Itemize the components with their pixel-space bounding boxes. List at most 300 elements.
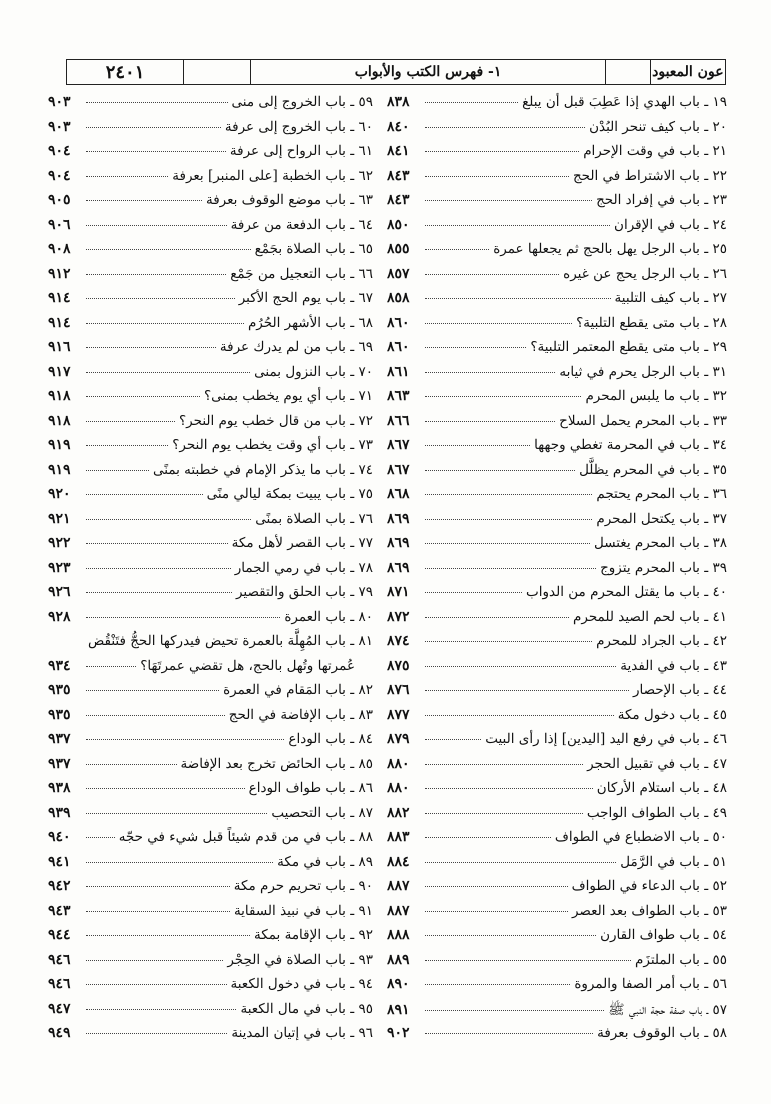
dot-leader [86, 1009, 236, 1010]
entry-title: ٢٥ ـ باب الرجل يهل بالحج ثم يجعلها عمرة [493, 241, 727, 257]
entry-page-number: ٩٢٠ [48, 486, 71, 502]
dot-leader [425, 225, 610, 226]
entry-page-number: ٩٠٣ [48, 118, 71, 135]
entry-page-number: ٨٧٥ [387, 657, 410, 674]
index-entry [48, 462, 373, 487]
index-entry [387, 192, 727, 217]
header-spacer [184, 60, 251, 84]
dot-leader [86, 911, 230, 912]
dot-leader [425, 470, 575, 471]
entry-page-number: ٨٤١ [387, 143, 410, 159]
dot-leader [425, 690, 629, 691]
entry-title: ٣٩ ـ باب المحرم يتزوج [600, 559, 727, 576]
entry-title: ٩٥ ـ باب في مال الكعبة [240, 1000, 373, 1017]
dot-leader [86, 445, 168, 446]
entry-title: ٥١ ـ باب في الرَّمَل [620, 853, 727, 870]
entry-title: ٨٠ ـ باب العمرة [284, 608, 373, 625]
entry-page-number: ٨٦٩ [387, 535, 410, 551]
dot-leader [86, 151, 226, 152]
index-entry [387, 560, 727, 585]
header-spacer [606, 60, 651, 84]
entry-page-number: ٩٤٣ [48, 902, 71, 919]
entry-page-number: ٩٤٢ [48, 878, 71, 894]
index-entry [48, 609, 373, 634]
entry-title: ٧٤ ـ باب ما يذكر الإمام في خطبته بمنًى [153, 461, 373, 478]
index-entry [48, 217, 373, 242]
entry-page-number: ٩٠٨ [48, 241, 71, 257]
index-entry [387, 413, 727, 438]
dot-leader [425, 886, 568, 887]
entry-title: ٨٩ ـ باب في مكة [277, 853, 373, 870]
index-entry [387, 388, 727, 413]
index-entry [48, 584, 373, 609]
dot-leader [425, 249, 489, 250]
index-entry [387, 829, 727, 854]
entry-title: ٧١ ـ باب أي يوم يخطب بمنى؟ [203, 388, 373, 404]
entry-title: ٢١ ـ باب في وقت الإحرام [583, 143, 727, 159]
entry-page-number: ٨٦٧ [387, 437, 410, 453]
entry-title: ٨٤ ـ باب الوداع [288, 731, 373, 747]
dot-leader [425, 543, 590, 544]
dot-leader [425, 1033, 593, 1034]
entry-title: ٩١ ـ باب في نبيذ السقاية [233, 902, 373, 919]
entry-page-number: ٨٨٠ [387, 755, 410, 772]
entry-title: ٨٣ ـ باب الإفاضة في الحج [228, 706, 373, 723]
index-entry [387, 952, 727, 977]
dot-leader [425, 323, 572, 324]
dot-leader [425, 347, 526, 348]
index-entry [48, 168, 373, 193]
index-entry [48, 437, 373, 462]
entry-title: ٤٢ ـ باب الجراد للمحرم [596, 633, 727, 649]
entry-page-number: ٩١٨ [48, 412, 71, 429]
index-entry [48, 315, 373, 340]
dot-leader [86, 200, 202, 201]
entry-page-number: ٨٦١ [387, 363, 410, 380]
entry-title: ٧٢ ـ باب من قال خطب يوم النحر؟ [178, 412, 373, 429]
index-entry [48, 339, 373, 364]
entry-page-number: ٨٦٩ [387, 510, 410, 527]
entry-page-number: ٨٩٠ [387, 976, 410, 992]
dot-leader [425, 568, 596, 569]
dot-leader [425, 127, 585, 128]
entry-page-number: ٨٧١ [387, 584, 410, 600]
dot-leader [86, 568, 231, 569]
entry-title: ٣٣ ـ باب المحرم يحمل السلاح [559, 412, 727, 429]
dot-leader [425, 641, 592, 642]
dot-leader [425, 102, 518, 103]
index-entry [48, 878, 373, 903]
entry-page-number: ٩١٩ [48, 461, 71, 478]
entry-title: ٩٤ ـ باب في دخول الكعبة [230, 976, 373, 992]
index-entry [48, 1001, 373, 1026]
index-entry [387, 1025, 727, 1050]
page-header [66, 59, 726, 85]
index-entry [48, 192, 373, 217]
entry-page-number: ٩٣٤ [48, 657, 71, 674]
index-entry [48, 266, 373, 291]
index-entry [48, 388, 373, 413]
entry-title: ٧٨ ـ باب في رمي الجمار [234, 559, 373, 576]
dot-leader [86, 323, 244, 324]
entry-title: ٨٥ ـ باب الحائض تخرج بعد الإفاضة [180, 755, 373, 772]
entry-title: ٤٥ ـ باب دخول مكة [617, 706, 727, 723]
dot-leader [425, 617, 569, 618]
entry-title: ٥٦ ـ باب أمر الصفا والمروة [574, 976, 727, 992]
left-column [48, 94, 373, 1050]
entry-page-number: ٨٨٨ [387, 927, 410, 943]
entry-page-number: ٩٤٠ [48, 829, 71, 845]
entry-page-number: ٩١٩ [48, 437, 71, 453]
dot-leader [86, 715, 225, 716]
dot-leader [86, 984, 227, 985]
entry-title: ٣٤ ـ باب في المحرمة تغطي وجهها [534, 437, 727, 453]
dot-leader [425, 494, 592, 495]
entry-title: ٣١ ـ باب الرجل يحرم في ثيابه [559, 363, 727, 380]
entry-page-number: ٨٦٨ [387, 486, 410, 502]
entry-title: ٤١ ـ باب لحم الصيد للمحرم [573, 608, 727, 625]
entry-page-number: ٩٣٥ [48, 706, 71, 723]
entry-title: ٧٦ ـ باب الصلاة بمنًى [255, 510, 373, 527]
entry-page-number: ٨٦٩ [387, 559, 410, 576]
index-entry [48, 364, 373, 389]
entry-page-number: ٨٥٨ [387, 290, 410, 306]
dot-leader [86, 347, 216, 348]
entry-page-number: ٨٦٧ [387, 461, 410, 478]
index-entry [48, 805, 373, 830]
entry-page-number: ٩١٤ [48, 314, 71, 331]
entry-title: ٦٣ ـ باب موضع الوقوف بعرفة [205, 192, 373, 208]
dot-leader [425, 151, 579, 152]
index-entry [48, 903, 373, 928]
entry-title: ٥٩ ـ باب الخروج إلى منى [231, 94, 373, 110]
entry-page-number: ٩١٨ [48, 388, 71, 404]
entry-title: ٢٨ ـ باب متى يقطع التلبية؟ [576, 314, 727, 331]
entry-title: ٨٦ ـ باب طواف الوداع [248, 780, 373, 796]
entry-page-number: ٩٢١ [48, 510, 71, 527]
index-entry [387, 854, 727, 879]
entry-title: ٨٧ ـ باب التحصيب [271, 804, 373, 821]
index-entry [48, 854, 373, 879]
dot-leader [425, 715, 614, 716]
entry-page-number: ٩١٦ [48, 339, 71, 355]
entry-title: ٢٦ ـ باب الرجل يحج عن غيره [563, 265, 727, 282]
entry-page-number: ٨٧٦ [387, 682, 410, 698]
entry-title: ٢٩ ـ باب متى يقطع المعتمر التلبية؟ [530, 339, 727, 355]
dot-leader [86, 886, 230, 887]
index-entry [387, 731, 727, 756]
entry-title: ٩٢ ـ باب الإقامة بمكة [254, 927, 373, 943]
dot-leader [86, 519, 251, 520]
dot-leader [86, 960, 223, 961]
index-entry [48, 1025, 373, 1050]
entry-title: ٩٠ ـ باب تحريم حرم مكة [233, 878, 373, 894]
entry-title: ٦٧ ـ باب يوم الحج الأكبر [238, 290, 373, 306]
dot-leader [425, 274, 559, 275]
entry-title: ٤٩ ـ باب الطواف الواجب [586, 804, 727, 821]
index-entry [48, 290, 373, 315]
dot-leader [425, 984, 570, 985]
dot-leader [425, 200, 592, 201]
entry-page-number: ٩٣٥ [48, 682, 71, 698]
dot-leader [86, 1033, 227, 1034]
index-entry [387, 462, 727, 487]
index-entry [387, 780, 727, 805]
dot-leader [425, 1010, 604, 1011]
entry-page-number: ٨٦٣ [387, 388, 410, 404]
entry-title: ٧٩ ـ باب الحلق والتقصير [235, 584, 373, 600]
dot-leader [86, 862, 273, 863]
entry-title: ٤٧ ـ باب في تقبيل الحجر [587, 755, 727, 772]
entry-page-number: ٨٨٠ [387, 780, 410, 796]
entry-page-number: ٩٢٨ [48, 608, 71, 625]
index-entry [387, 609, 727, 634]
index-entry [387, 805, 727, 830]
entry-page-number: ٩١٧ [48, 363, 71, 380]
index-entry [48, 976, 373, 1001]
dot-leader [86, 739, 284, 740]
entry-page-number: ٨٩١ [387, 1001, 410, 1018]
dot-leader [86, 225, 227, 226]
dot-leader [425, 862, 616, 863]
dot-leader [86, 274, 226, 275]
index-entry [387, 241, 727, 266]
dot-leader [86, 592, 232, 593]
index-entry [48, 535, 373, 560]
entry-title: ٥٥ ـ باب الملتزَم [635, 951, 727, 968]
entry-page-number: ٩٠٢ [387, 1025, 410, 1041]
index-entry [387, 315, 727, 340]
entry-title: ٦٠ ـ باب الخروج إلى عرفة [224, 118, 373, 135]
index-entry [387, 927, 727, 952]
index-entry [387, 486, 727, 511]
entry-page-number: ٨٣٨ [387, 94, 410, 110]
entry-page-number: ٩٣٧ [48, 755, 71, 772]
index-entry [387, 217, 727, 242]
dot-leader [86, 127, 221, 128]
entry-page-number: ٨٨٧ [387, 878, 410, 894]
index-entry [48, 707, 373, 732]
entry-page-number: ٨٦٠ [387, 339, 410, 355]
index-entry [48, 413, 373, 438]
book-title: عون المعبود [652, 64, 724, 80]
entry-page-number: ٩٠٤ [48, 143, 71, 159]
index-entry [48, 927, 373, 952]
entry-page-number: ٩٠٣ [48, 94, 71, 110]
entry-title: ٦٢ ـ باب الخطبة [على المنبر] بعرفة [172, 167, 373, 184]
entry-title: ٤٦ ـ باب في رفع اليد [اليدين] إذا رأى البيت [485, 731, 727, 747]
entry-page-number: ٨٧٧ [387, 706, 410, 723]
dot-leader [86, 813, 267, 814]
entry-page-number: ٩٠٦ [48, 216, 71, 233]
entry-title: ٨٢ ـ باب المَقام في العمرة [223, 682, 373, 698]
index-entry [387, 976, 727, 1001]
index-entry [48, 143, 373, 168]
entry-page-number: ٩٣٧ [48, 731, 71, 747]
entry-title: ٣٧ ـ باب يكتحل المحرم [596, 510, 727, 527]
entry-page-number: ٩٣٩ [48, 804, 71, 821]
index-entry [387, 707, 727, 732]
entry-page-number: ٩٤٦ [48, 951, 71, 968]
dot-leader [86, 764, 177, 765]
entry-title: ٣٦ ـ باب المحرم يحتجم [596, 486, 727, 502]
index-entry [48, 241, 373, 266]
entry-page-number: ٨٥٧ [387, 265, 410, 282]
entry-title: ٦٨ ـ باب الأشهر الحُرُم [247, 314, 373, 331]
dot-leader [425, 176, 569, 177]
entry-page-number: ٩٢٢ [48, 535, 71, 551]
entry-page-number: ٨٤٠ [387, 118, 410, 135]
entry-title: ٣٨ ـ باب المحرم يغتسل [593, 535, 727, 551]
dot-leader [86, 837, 115, 838]
entry-title: ٥٢ ـ باب الدعاء في الطواف [571, 878, 727, 894]
entry-title: ٥٤ ـ باب طواف القارن [600, 927, 727, 943]
entry-page-number: ٩٤٤ [48, 927, 71, 943]
page-number: ٢٤٠١ [67, 60, 184, 84]
index-entry [387, 511, 727, 536]
index-entry [48, 486, 373, 511]
dot-leader [425, 813, 583, 814]
entry-page-number: ٩٣٨ [48, 780, 71, 796]
index-entry [48, 560, 373, 585]
index-entry [387, 633, 727, 658]
entry-title: ٥٠ ـ باب الاضطباع في الطواف [554, 829, 727, 845]
entry-title: ٧٥ ـ باب يبيت بمكة ليالي منًى [206, 486, 373, 502]
dot-leader [425, 396, 581, 397]
index-entry [387, 364, 727, 389]
index-entry [387, 119, 727, 144]
entry-title: ٢٠ ـ باب كيف تنحر البُدْن [589, 118, 727, 135]
section-title: ١- فهرس الكتب والأبواب [251, 60, 606, 84]
index-entry [48, 94, 373, 119]
entry-title: ٢٢ ـ باب الاشتراط في الحج [572, 167, 727, 184]
index-entry [48, 780, 373, 805]
dot-leader [86, 298, 235, 299]
entry-page-number: ٨٧٤ [387, 633, 410, 649]
entry-page-number: ٨٥٥ [387, 241, 410, 257]
index-entry [387, 756, 727, 781]
entry-title: ٢٧ ـ باب كيف التلبية [614, 290, 727, 306]
dot-leader [86, 102, 228, 103]
entry-page-number: ٨٤٣ [387, 192, 410, 208]
index-entry [48, 756, 373, 781]
entry-page-number: ٨٦٦ [387, 412, 410, 429]
entry-title: ٤٨ ـ باب استلام الأركان [596, 780, 727, 796]
entry-title: ٧٠ ـ باب النزول بمنى [254, 363, 373, 380]
index-entry [387, 1001, 727, 1026]
entry-page-number: ٨٨٣ [387, 829, 410, 845]
dot-leader [86, 176, 168, 177]
entry-title: ٨٨ ـ باب في من قدم شيئاً قبل شيء في حجّه [118, 829, 373, 845]
dot-leader [425, 298, 611, 299]
entry-page-number: ٩١٢ [48, 265, 71, 282]
dot-leader [86, 617, 280, 618]
entry-title: ٦٤ ـ باب الدفعة من عرفة [230, 216, 373, 233]
index-entry [48, 119, 373, 144]
dot-leader [425, 911, 568, 912]
entry-title: ٧٣ ـ باب أي وقت يخطب يوم النحر؟ [172, 437, 373, 453]
index-entry [48, 682, 373, 707]
entry-title: ٤٤ ـ باب الإحصار [632, 682, 727, 698]
dot-leader [425, 960, 631, 961]
dot-leader [86, 543, 228, 544]
entry-page-number: ٨٨٩ [387, 951, 410, 968]
entry-page-number: ٨٨٤ [387, 853, 410, 870]
dot-leader [425, 764, 583, 765]
entry-title: ٦٦ ـ باب التعجيل من جَمْع [230, 265, 373, 282]
dot-leader [86, 666, 136, 667]
entry-title: ٥٧ ـ باب صفة حجة النبي ﷺ [608, 1001, 727, 1018]
dot-leader [425, 421, 555, 422]
entry-page-number: ٩٢٣ [48, 559, 71, 576]
entry-title: ٣٢ ـ باب ما يلبس المحرم [585, 388, 727, 404]
entry-title: ١٩ ـ باب الهدي إذا عَطِبَ قبل أن يبلغ [522, 94, 727, 110]
entry-page-number: ٩٤٦ [48, 976, 71, 992]
index-entry [387, 682, 727, 707]
entry-title: ٥٣ ـ باب الطواف بعد العصر [571, 902, 727, 919]
entry-page-number: ٩١٤ [48, 290, 71, 306]
entry-page-number: ٩٠٤ [48, 167, 71, 184]
index-entry [387, 266, 727, 291]
entry-title: ٤٠ ـ باب ما يقتل المحرم من الدواب [526, 584, 727, 600]
dot-leader [425, 592, 522, 593]
index-entry [387, 535, 727, 560]
dot-leader [86, 935, 250, 936]
entry-page-number: ٨٨٧ [387, 902, 410, 919]
dot-leader [425, 935, 596, 936]
entry-page-number: ٨٤٣ [387, 167, 410, 184]
entry-title: ٢٤ ـ باب في الإقران [614, 216, 727, 233]
entry-title: ٤٣ ـ باب في الفدية [620, 657, 727, 674]
dot-leader [86, 372, 250, 373]
index-entry [387, 437, 727, 462]
index-entry [387, 290, 727, 315]
dot-leader [86, 788, 245, 789]
dot-leader [425, 739, 481, 740]
dot-leader [86, 690, 219, 691]
entry-title: ٨١ ـ باب المُهِلَّة بالعمرة تحيض فيدركها الحجُّ فتَنْقُض [87, 633, 373, 649]
index-entry [387, 143, 727, 168]
entry-title: ٧٧ ـ باب القصر لأهل مكة [231, 535, 373, 551]
entry-page-number: ٩٤١ [48, 853, 71, 870]
index-entry [48, 731, 373, 756]
dot-leader [425, 445, 530, 446]
dot-leader [86, 494, 203, 495]
entry-title: ٦١ ـ باب الرواح إلى عرفة [229, 143, 373, 159]
index-entry [48, 658, 373, 683]
entry-page-number: ٨٧٢ [387, 608, 410, 625]
dot-leader [425, 666, 616, 667]
dot-leader [425, 519, 592, 520]
right-column [387, 94, 727, 1050]
entry-page-number: ٨٧٩ [387, 731, 410, 747]
entry-title: عُمرتها وتُهل بالحج، هل تقضي عمرتَهَا؟ [140, 657, 355, 674]
index-entry [387, 878, 727, 903]
entry-page-number: ٩٤٧ [48, 1000, 71, 1017]
entry-title: ٢٣ ـ باب في إفراد الحج [596, 192, 727, 208]
index-entry [387, 339, 727, 364]
entry-title: ٦٥ ـ باب الصلاة بجَمْع [254, 241, 373, 257]
dot-leader [86, 396, 200, 397]
entry-page-number: ٨٦٠ [387, 314, 410, 331]
index-entry [387, 584, 727, 609]
entry-title: ٦٩ ـ باب من لم يدرك عرفة [219, 339, 373, 355]
dot-leader [425, 788, 593, 789]
entry-page-number: ٩٠٥ [48, 192, 71, 208]
dot-leader [425, 837, 551, 838]
entry-title: ٣٥ ـ باب في المحرم يظلَّل [579, 461, 727, 478]
entry-page-number: ٨٥٠ [387, 216, 410, 233]
